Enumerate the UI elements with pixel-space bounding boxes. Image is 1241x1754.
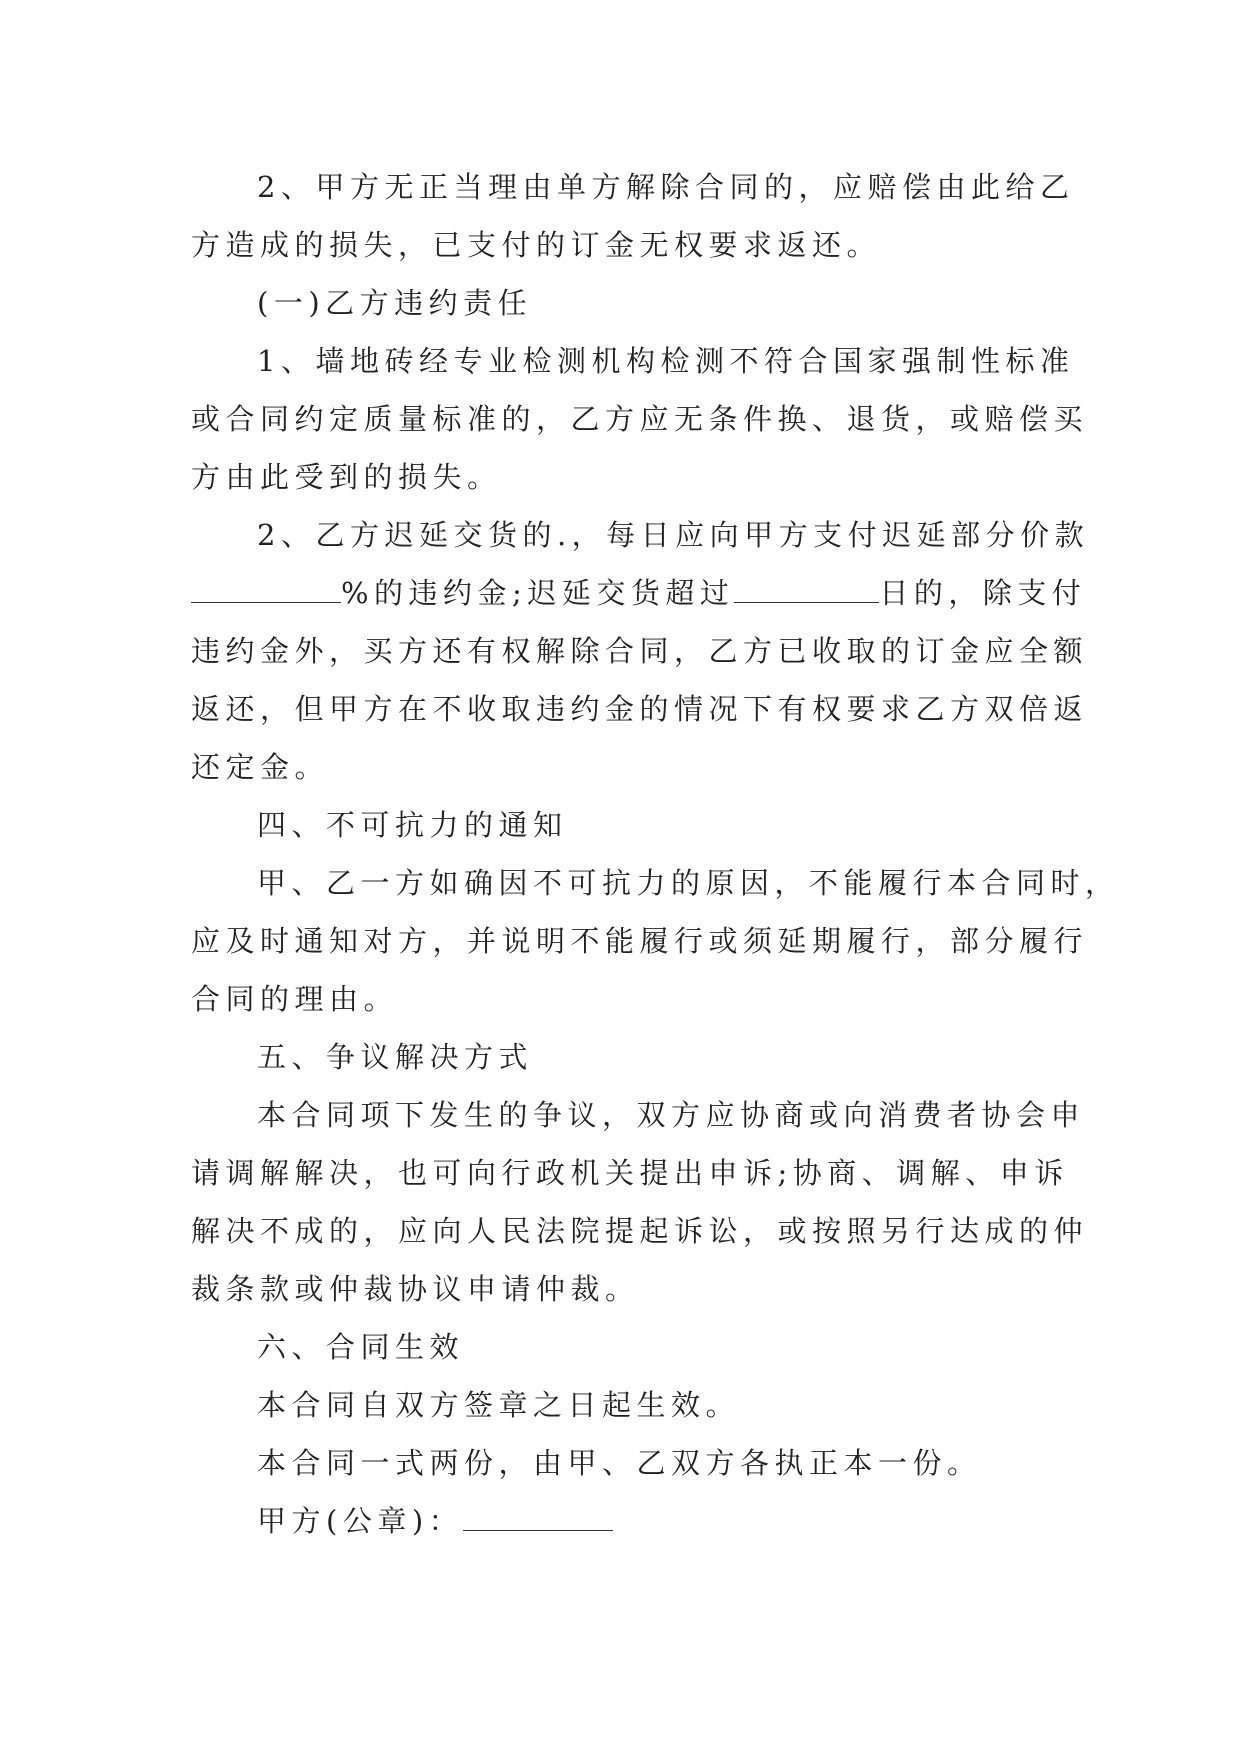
section-heading-dispute: 五、争议解决方式 (257, 1040, 534, 1074)
text-line: 违约金外，买方还有权解除合同，乙方已收取的订金应全额 (191, 634, 1089, 668)
text-line: 合同的理由。 (191, 982, 399, 1016)
paragraph-dispute (191, 1086, 1089, 1318)
fill-blank-percent[interactable] (191, 574, 341, 603)
text-line: 应及时通知对方，并说明不能履行或须延期履行，部分履行 (191, 924, 1089, 958)
section-heading-force-majeure: 四、不可抗力的通知 (257, 808, 568, 842)
text-line-with-blanks: %的违约金;迟延交货超过 日的，除支付 (191, 564, 1051, 622)
section-heading-effect: 六、合同生效 (257, 1330, 465, 1364)
contract-body (191, 158, 1120, 1550)
text-line: 请调解解决，也可向行政机关提出申诉;协商、调解、申诉 (191, 1156, 1069, 1190)
text-line: 本合同项下发生的争议，双方应协商或向消费者协会申 (257, 1098, 1086, 1132)
text-line: 2、乙方迟延交货的.，每日应向甲方支付迟延部分价款 (257, 518, 1090, 552)
paragraph-force-majeure (191, 854, 1120, 1028)
fill-blank-days[interactable] (734, 574, 879, 603)
text-line: 还定金。 (191, 750, 330, 784)
text-line: 方造成的损失，已支付的订金无权要求返还。 (191, 228, 882, 262)
text-line: 裁条款或仲裁协议申请仲裁。 (191, 1272, 640, 1306)
section-heading-b-breach: (一)乙方违约责任 (257, 286, 533, 320)
text-line: 返还，但甲方在不收取违约金的情况下有权要求乙方双倍返 (191, 692, 1089, 726)
text-line: 甲、乙一方如确因不可抗力的原因，不能履行本合同时， (257, 866, 1120, 900)
fill-blank-party-a-seal[interactable] (463, 1502, 613, 1531)
paragraph-clause-b2 (191, 506, 1090, 796)
paragraph-clause-a2 (191, 158, 1075, 274)
paragraph-copies: 本合同一式两份，由甲、乙双方各执正本一份。 (257, 1446, 982, 1480)
paragraph-effect: 本合同自双方签章之日起生效。 (257, 1388, 741, 1422)
text-line: 或合同约定质量标准的，乙方应无条件换、退货，或赔偿买 (191, 402, 1089, 436)
signature-line-party-a (191, 1492, 1051, 1550)
party-a-seal-label: 甲方(公章)： (257, 1504, 464, 1538)
paragraph-clause-b1 (191, 332, 1089, 506)
text-line: 1、墙地砖经专业检测机构检测不符合国家强制性标准 (257, 344, 1075, 378)
text-line: 方由此受到的损失。 (191, 460, 502, 494)
text-line: 解决不成的，应向人民法院提起诉讼，或按照另行达成的仲 (191, 1214, 1089, 1248)
text-line: 2、甲方无正当理由单方解除合同的，应赔偿由此给乙 (257, 170, 1075, 204)
